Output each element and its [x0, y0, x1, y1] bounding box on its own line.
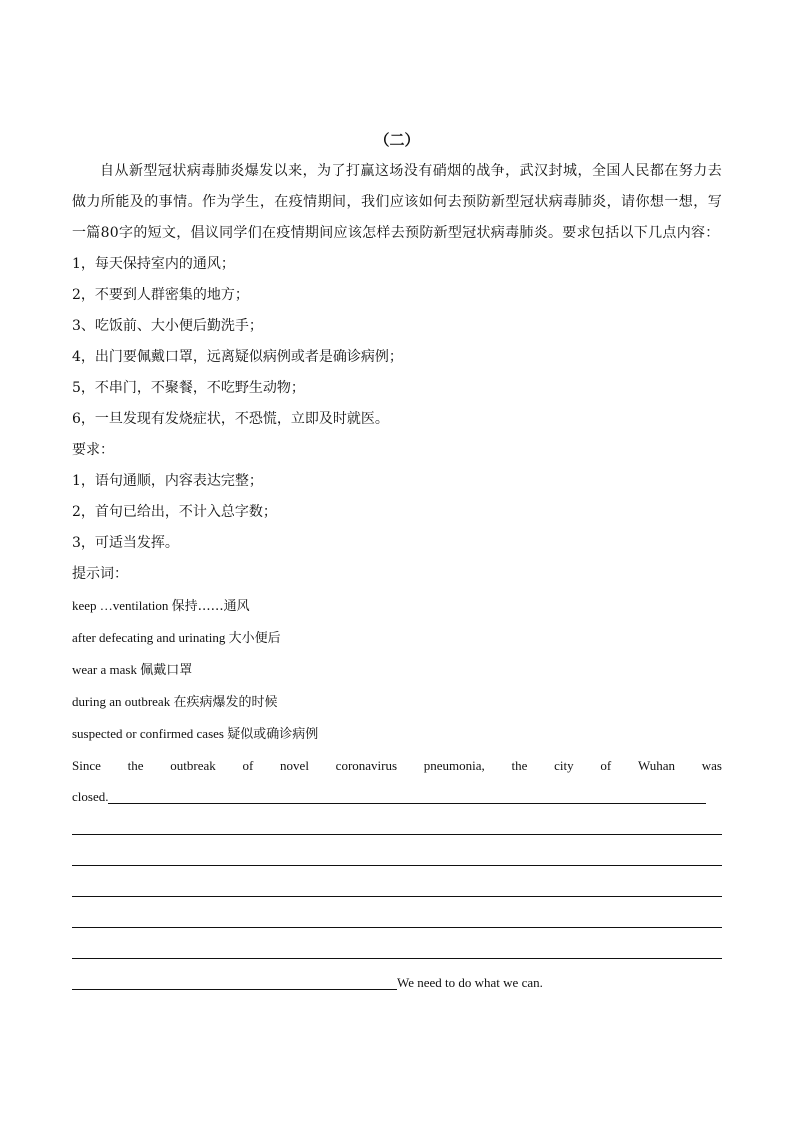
point-item: 4，出门要佩戴口罩，远离疑似病例或者是确诊病例；	[72, 349, 403, 365]
opening-word: Wuhan	[637, 758, 675, 773]
answer-blank[interactable]	[72, 975, 397, 990]
point-item: 6，一旦发现有发烧症状，不恐慌，立即及时就医。	[72, 411, 389, 427]
answer-line[interactable]	[72, 843, 722, 874]
hint-english: keep …ventilation	[72, 598, 172, 613]
requirements-list	[72, 466, 722, 559]
opening-word: city	[554, 758, 574, 773]
answer-line[interactable]	[72, 812, 722, 843]
closing-line	[72, 967, 722, 998]
hint-english: during an outbreak	[72, 694, 174, 709]
answer-line[interactable]	[72, 905, 722, 936]
answer-blank[interactable]	[108, 789, 706, 804]
opening-sentence-end	[72, 781, 722, 812]
opening-word: pneumonia,	[423, 758, 485, 773]
point-item: 1，每天保持室内的通风；	[72, 256, 235, 272]
hint-chinese: 在疾病爆发的时候	[173, 695, 278, 710]
opening-word: outbreak	[170, 758, 216, 773]
requirements-label: 要求：	[72, 442, 114, 458]
hint-chinese: 佩戴口罩	[140, 663, 193, 678]
hint-chinese: 保持……通风	[171, 599, 250, 614]
hint-english: suspected or confirmed cases	[72, 726, 228, 741]
requirement-item: 3，可适当发挥。	[72, 535, 179, 551]
opening-sentence	[72, 750, 722, 781]
hint-chinese: 大小便后	[228, 631, 281, 646]
requirement-item: 1，语句通顺，内容表达完整；	[72, 473, 263, 489]
opening-word: novel	[280, 758, 309, 773]
hints-list	[72, 590, 722, 750]
worksheet	[72, 124, 722, 998]
content-points	[72, 249, 722, 435]
opening-word: the	[511, 758, 528, 773]
opening-word: of	[600, 758, 612, 773]
point-item: 3、吃饭前、大小便后勤洗手；	[72, 318, 263, 334]
hint-english: wear a mask	[72, 662, 141, 677]
opening-end-text: closed.	[72, 789, 109, 804]
closing-sentence: We need to do what we can.	[397, 975, 543, 990]
opening-word: of	[242, 758, 254, 773]
opening-word: coronavirus	[335, 758, 398, 773]
writing-prompt: 自从新型冠状病毒肺炎爆发以来，为了打赢这场没有硝烟的战争，武汉封城，全国人民都在努力去做力所能及的事情。作为学生，在疫情期间，我们应该如何去预防新型冠状病毒肺炎，请你想一想，写一篇80字的短文，倡议同学们在疫情期间应该怎样去预防新型冠状病毒肺炎。要求包括以下几点内容：	[72, 163, 722, 241]
hint-chinese: 疑似或确诊病例	[227, 727, 319, 742]
section-title: （二）	[374, 131, 420, 149]
point-item: 2，不要到人群密集的地方；	[72, 287, 249, 303]
hint-english: after defecating and urinating	[72, 630, 229, 645]
opening-word: Since	[72, 758, 101, 773]
point-item: 5，不串门，不聚餐，不吃野生动物；	[72, 380, 305, 396]
answer-line[interactable]	[72, 936, 722, 967]
opening-word: the	[127, 758, 144, 773]
hint-item	[72, 718, 722, 750]
hint-item	[72, 622, 722, 654]
hint-item	[72, 686, 722, 718]
hints-label: 提示词：	[72, 566, 128, 582]
hint-item	[72, 654, 722, 686]
answer-line[interactable]	[72, 874, 722, 905]
requirement-item: 2，首句已给出，不计入总字数；	[72, 504, 277, 520]
opening-word: was	[701, 758, 722, 773]
hint-item	[72, 590, 722, 622]
